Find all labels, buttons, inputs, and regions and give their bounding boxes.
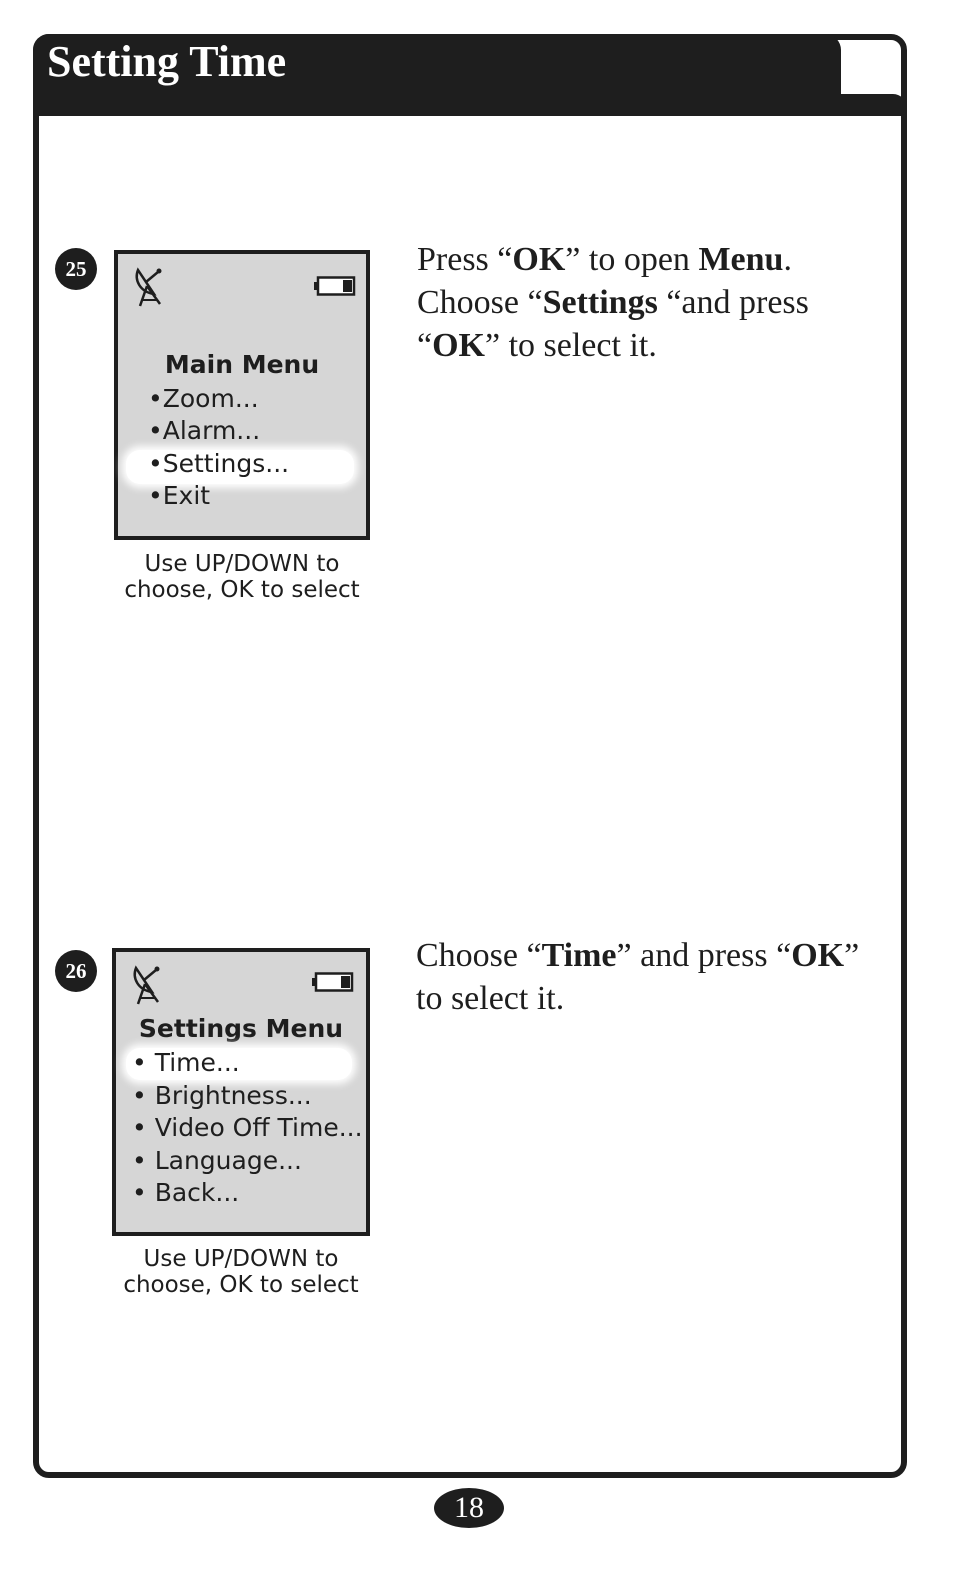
menu-item-brightness: • Brightness... [132,1081,312,1110]
step-26-caption [98,1246,384,1298]
menu-item-video-off-time: • Video Off Time... [132,1113,363,1142]
menu-item-back: • Back... [132,1178,240,1207]
step-25-instruction [417,238,897,367]
main-menu-title: Main Menu [164,350,320,379]
instruction-line: Choose “Settings “and press [417,284,809,321]
step-badge-25: 25 [55,248,97,290]
caption-line: Use UP/DOWN to [143,1246,339,1272]
step-25-caption [100,551,384,603]
settings-menu-title: Settings Menu [138,1014,344,1043]
instruction-line: Choose “Time” and press “OK” [416,937,860,974]
step-26-instruction [416,934,896,1020]
menu-item-time: • Time... [132,1048,240,1077]
menu-item-zoom: •Zoom... [148,384,259,413]
menu-item-alarm: •Alarm... [148,416,261,445]
step-badge-26: 26 [55,950,97,992]
instruction-line: Press “OK” to open Menu. [417,241,792,278]
header-band [33,94,907,116]
lcd-screen-settings-menu [112,948,370,1236]
battery-icon [314,276,356,296]
caption-line: choose, OK to select [123,1272,359,1298]
page-title: Setting Time [47,37,287,86]
battery-icon [312,972,354,992]
menu-item-exit: •Exit [148,481,211,510]
caption-line: Use UP/DOWN to [144,551,340,577]
lcd-screen-main-menu [114,250,370,540]
instruction-line: to select it. [416,980,565,1017]
satellite-dish-icon [132,264,170,310]
caption-line: choose, OK to select [124,577,360,603]
satellite-dish-icon [130,962,168,1008]
page-number: 18 [434,1488,504,1528]
menu-item-language: • Language... [132,1146,302,1175]
instruction-line: “OK” to select it. [417,327,657,364]
menu-item-settings: •Settings... [148,449,290,478]
